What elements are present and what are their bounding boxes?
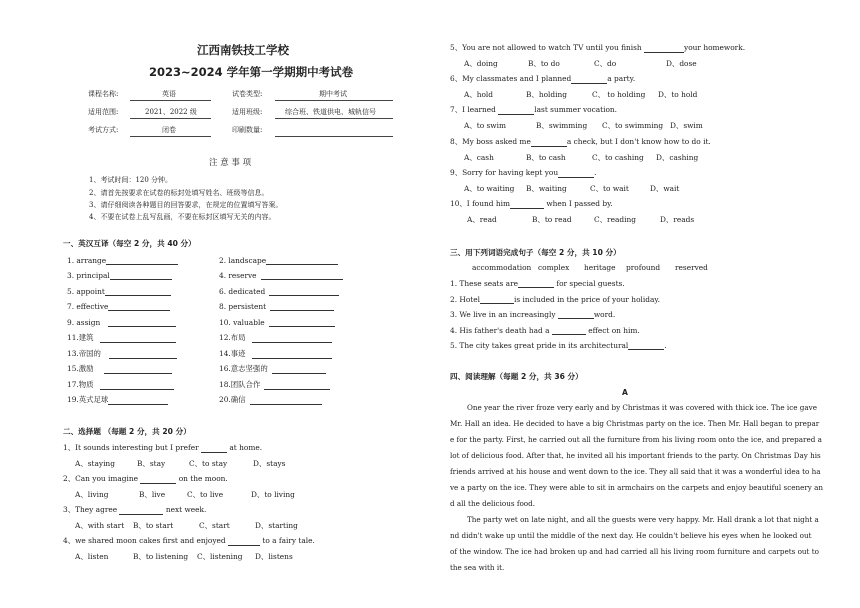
vocab-item: 12.布局 bbox=[219, 332, 332, 343]
answer-blank[interactable] bbox=[270, 301, 334, 311]
question-options bbox=[464, 152, 698, 163]
field-value: 期中考试 bbox=[319, 90, 347, 98]
field-line bbox=[275, 100, 393, 101]
vocab-item: 9. assign bbox=[67, 317, 176, 327]
question-stem: 4、we shared moon cakes first and enjoyed to a fairy tale. bbox=[63, 536, 315, 545]
answer-blank[interactable] bbox=[518, 278, 554, 288]
answer-blank[interactable] bbox=[140, 474, 176, 484]
vocab-item: 18.团队合作 bbox=[219, 379, 330, 390]
answer-blank[interactable] bbox=[201, 443, 227, 453]
passage-line: ve a party on the ice. They were able to sit in armchairs on the carpets and enjoy beautiful scenery an bbox=[450, 483, 824, 492]
option[interactable]: B、live bbox=[139, 490, 166, 499]
option[interactable]: D、cashing bbox=[656, 153, 699, 162]
question-options bbox=[75, 458, 285, 469]
answer-blank[interactable] bbox=[108, 395, 168, 405]
option[interactable]: D、dose bbox=[666, 59, 697, 68]
passage-line: lot of delicious food. After that, he invited all his important friends to the party. On Christmas Day his bbox=[450, 451, 821, 460]
vocab-item: 6. dedicated bbox=[219, 286, 339, 296]
question-stem: 10、I found him when I passed by. bbox=[450, 199, 613, 208]
answer-blank[interactable] bbox=[108, 317, 176, 327]
answer-blank[interactable] bbox=[104, 364, 172, 374]
answer-blank[interactable] bbox=[106, 255, 178, 265]
option[interactable]: B、stay bbox=[137, 459, 166, 468]
answer-blank[interactable] bbox=[558, 309, 594, 319]
question-stem: 9、Sorry for having kept you . bbox=[450, 168, 597, 177]
option[interactable]: C、to swimming bbox=[602, 121, 664, 130]
option[interactable]: B、swimming bbox=[536, 121, 588, 130]
option[interactable]: C、to live bbox=[187, 490, 224, 499]
answer-blank[interactable] bbox=[269, 286, 339, 296]
answer-blank[interactable] bbox=[269, 317, 335, 327]
option[interactable]: A、to swim bbox=[464, 121, 506, 130]
option[interactable]: D、reads bbox=[660, 215, 695, 224]
option[interactable]: D、listens bbox=[255, 552, 293, 561]
option[interactable]: C、start bbox=[199, 521, 230, 530]
field-label: 适用班级: bbox=[232, 108, 263, 116]
word-bank-item: accommodation bbox=[472, 263, 532, 272]
answer-blank[interactable] bbox=[272, 364, 326, 374]
answer-blank[interactable] bbox=[110, 270, 172, 280]
notice-item: 4、不要在试卷上乱写乱画，不要在标封区填写无关的内容。 bbox=[89, 213, 276, 221]
option[interactable]: D、starting bbox=[255, 521, 298, 530]
option[interactable]: A、cash bbox=[464, 153, 494, 162]
field-label: 课程名称: bbox=[88, 90, 119, 98]
field-line bbox=[130, 100, 211, 101]
vocab-item: 7. effective bbox=[67, 301, 170, 311]
field-line bbox=[130, 118, 211, 119]
vocab-item: 16.意志坚强的 bbox=[219, 363, 326, 374]
word-bank bbox=[472, 263, 708, 272]
vocab-item: 19.英式足球 bbox=[67, 394, 168, 405]
answer-blank[interactable] bbox=[252, 349, 332, 359]
vocab-item: 11.建筑 bbox=[67, 332, 176, 343]
field-value: 闭卷 bbox=[162, 126, 176, 134]
answer-blank[interactable] bbox=[228, 536, 260, 546]
answer-blank[interactable] bbox=[100, 333, 176, 343]
option[interactable]: A、doing bbox=[464, 59, 498, 68]
vocab-item: 10. valuable bbox=[219, 317, 335, 327]
answer-blank[interactable] bbox=[266, 255, 338, 265]
option[interactable]: D、swim bbox=[670, 121, 703, 130]
answer-blank[interactable] bbox=[558, 168, 594, 178]
option[interactable]: C、listening bbox=[197, 552, 243, 561]
option[interactable]: B、to read bbox=[532, 215, 572, 224]
sentence: 1. These seats are for special guests. bbox=[450, 279, 625, 288]
option[interactable]: A、living bbox=[75, 490, 109, 499]
option[interactable]: B、to listening bbox=[133, 552, 189, 561]
sentence: 5. The city takes great pride in its architectural . bbox=[450, 341, 667, 350]
passage-label: A bbox=[622, 388, 628, 397]
exam-title: 2023~2024 学年第一学期期中考试卷 bbox=[149, 65, 354, 79]
question-options bbox=[464, 183, 679, 194]
passage-line: of the window. The ice had broken up and had carried all his living room furniture and carpets out to bbox=[450, 547, 819, 556]
field-value: 2021、2022 级 bbox=[145, 108, 197, 116]
section1-title: 一、英汉互译（每空 2 分，共 40 分） bbox=[63, 239, 196, 248]
question-options bbox=[75, 489, 295, 500]
field-label: 考试方式: bbox=[88, 126, 119, 134]
question-options bbox=[464, 58, 697, 69]
word-bank-item: profound bbox=[626, 263, 661, 272]
question-stem: 5、You are not allowed to watch TV until you finish your homework. bbox=[450, 43, 746, 52]
answer-blank[interactable] bbox=[571, 74, 607, 84]
school-name: 江西南铁技工学校 bbox=[197, 43, 289, 57]
vocab-item: 2. landscape bbox=[219, 255, 338, 265]
question-options bbox=[75, 551, 293, 562]
option[interactable]: B、waiting bbox=[526, 184, 567, 193]
sentence: 2. Hotel is included in the price of your holiday. bbox=[450, 295, 660, 304]
field-line bbox=[275, 136, 393, 137]
answer-blank[interactable] bbox=[261, 270, 343, 280]
section2-title: 二、选择题 （每题 2 分，共 20 分） bbox=[63, 427, 191, 436]
option[interactable]: A、listen bbox=[75, 552, 109, 561]
passage-line: nd didn't wake up until the middle of the next day. He couldn't believe his eyes when he looked out bbox=[450, 531, 812, 540]
answer-blank[interactable] bbox=[510, 199, 544, 209]
option[interactable]: D、to living bbox=[251, 490, 295, 499]
vocab-item: 8. persistent bbox=[219, 301, 334, 311]
notice-item: 1、考试时间：120 分钟。 bbox=[89, 176, 173, 184]
answer-blank[interactable] bbox=[252, 333, 332, 343]
vocab-item: 13.帝国的 bbox=[67, 348, 177, 359]
question-stem: 6、My classmates and I planned a party. bbox=[450, 74, 636, 83]
answer-blank[interactable] bbox=[250, 395, 322, 405]
answer-blank[interactable] bbox=[119, 505, 163, 515]
answer-blank[interactable] bbox=[498, 105, 534, 115]
option[interactable]: B、to start bbox=[133, 521, 174, 530]
notice-item: 3、请仔细阅读各种题目的回答要求，在规定的位置填写答案。 bbox=[89, 201, 283, 209]
option[interactable]: B、holding bbox=[526, 90, 567, 99]
section3-title: 三、用下列词语完成句子（每空 2 分，共 10 分） bbox=[450, 248, 621, 257]
option[interactable]: A、staying bbox=[75, 459, 115, 468]
option[interactable]: D、to hold bbox=[658, 90, 698, 99]
question-options bbox=[464, 89, 697, 100]
question-options bbox=[464, 120, 703, 131]
field-label: 试卷类型: bbox=[232, 90, 263, 98]
vocab-item: 17.物质 bbox=[67, 379, 174, 390]
sentence: 4. His father's death had a effect on him. bbox=[450, 326, 640, 335]
notice-item: 2、请首先按要求在试卷的标封处填写姓名、班级等信息。 bbox=[89, 189, 269, 197]
option[interactable]: C、 to holding bbox=[592, 90, 646, 99]
answer-blank[interactable] bbox=[105, 286, 171, 296]
vocab-item: 3. principal bbox=[67, 270, 172, 280]
question-stem: 8、My boss asked me a check, but I don't know how to do it. bbox=[450, 137, 711, 146]
option[interactable]: D、wait bbox=[650, 184, 680, 193]
vocab-item: 4. reserve bbox=[219, 270, 343, 280]
answer-blank[interactable] bbox=[108, 301, 170, 311]
vocab-item: 20.确信 bbox=[219, 394, 322, 405]
option[interactable]: C、reading bbox=[594, 215, 636, 224]
field-label: 印刷数量: bbox=[232, 126, 263, 134]
passage-line: the sea with it. bbox=[450, 563, 505, 572]
option[interactable]: C、to cashing bbox=[592, 153, 644, 162]
answer-blank[interactable] bbox=[100, 380, 174, 390]
vocab-item: 5. appoint bbox=[67, 286, 171, 296]
option[interactable]: B、to do bbox=[528, 59, 560, 68]
question-stem: 3、They agree next week. bbox=[63, 505, 207, 514]
answer-blank[interactable] bbox=[644, 43, 684, 53]
option[interactable]: C、do bbox=[594, 59, 617, 68]
field-line bbox=[130, 136, 211, 137]
option[interactable]: A、to waiting bbox=[464, 184, 515, 193]
answer-blank[interactable] bbox=[552, 325, 586, 335]
option[interactable]: C、to stay bbox=[189, 459, 228, 468]
question-stem: 7、I learned last summer vocation. bbox=[450, 105, 618, 114]
passage-line: One year the river froze very early and by Christmas it was covered with thick ice. The ice gave bbox=[467, 403, 817, 412]
word-bank-item: reserved bbox=[675, 263, 708, 272]
vocab-item: 15.激励 bbox=[67, 363, 172, 374]
answer-blank[interactable] bbox=[264, 380, 330, 390]
vocab-item: 14.事迹 bbox=[219, 348, 332, 359]
passage-line: d all the delicious food. bbox=[450, 499, 536, 508]
option[interactable]: A、with start bbox=[75, 521, 125, 530]
field-label: 适用范围: bbox=[88, 108, 119, 116]
passage-line: friends arrived at his house and went down to the ice. They all said that it was a wonderful idea to ha bbox=[450, 467, 821, 476]
sentence: 3. We live in an increasingly word. bbox=[450, 310, 616, 319]
vocab-item: 1. arrange bbox=[67, 255, 178, 265]
passage-line: Mr. Hall an idea. He decided to have a big Christmas party on the ice. Then Mr. Hall began to prepar bbox=[450, 419, 820, 428]
field-line bbox=[275, 118, 393, 119]
question-options bbox=[467, 214, 694, 225]
section4-title: 四、阅读理解（每题 2 分，共 36 分） bbox=[450, 372, 583, 381]
answer-blank[interactable] bbox=[109, 349, 177, 359]
notice-title: 注 意 事 项 bbox=[209, 158, 252, 168]
answer-blank[interactable] bbox=[480, 294, 514, 304]
field-value: 综合班、铁道供电、城轨信号 bbox=[285, 108, 376, 116]
passage-line: The party wet on late night, and all the guests were very happy. Mr. Hall drank a lot that night a bbox=[467, 515, 819, 524]
option[interactable]: D、stays bbox=[253, 459, 286, 468]
field-value: 英语 bbox=[162, 90, 176, 98]
option[interactable]: A、read bbox=[467, 215, 497, 224]
answer-blank[interactable] bbox=[628, 340, 664, 350]
answer-blank[interactable] bbox=[531, 137, 567, 147]
option[interactable]: B、to cash bbox=[526, 153, 566, 162]
question-options bbox=[75, 520, 298, 531]
option[interactable]: C、to wait bbox=[590, 184, 629, 193]
word-bank-item: heritage bbox=[584, 263, 616, 272]
option[interactable]: A、hold bbox=[464, 90, 494, 99]
question-stem: 2、Can you imagine on the moon. bbox=[63, 474, 228, 483]
question-stem: 1、It sounds interesting but I prefer at home. bbox=[63, 443, 263, 452]
passage-line: e for the party. First, he carried out all the furniture from his living room onto the ice, and prepared a bbox=[450, 435, 822, 444]
word-bank-item: complex bbox=[538, 263, 570, 272]
